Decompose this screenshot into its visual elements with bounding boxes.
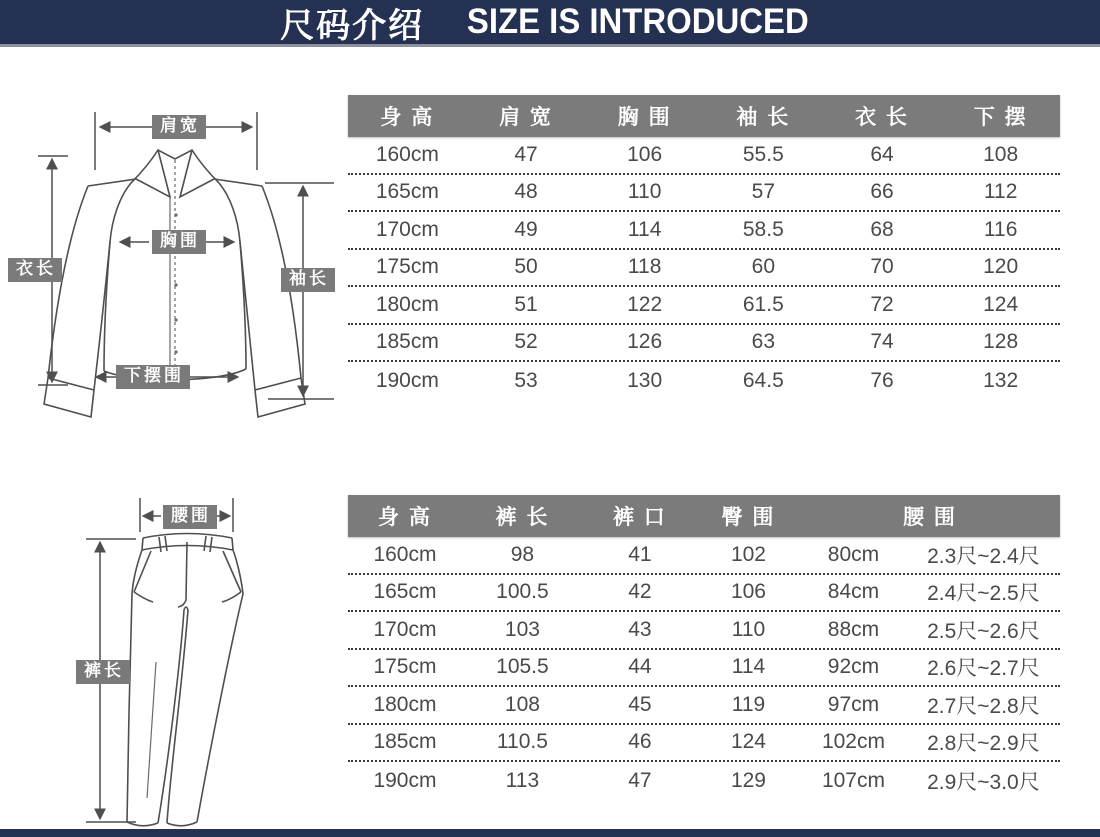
table-row [348,537,1060,575]
table-cell: 175cm [375,255,439,279]
table-row [348,250,1060,288]
table-cell: 2.5尺~2.6尺 [927,619,1040,643]
table-cell: 66 [870,180,894,204]
table-cell: 175cm [373,655,437,679]
pants-measurement-diagram [0,492,350,837]
table-cell: 126 [627,330,663,354]
table-cell: 106 [627,142,663,166]
table-cell: 64 [870,142,894,166]
table-cell: 190cm [373,768,437,792]
table-cell: 100.5 [496,580,549,604]
table-cell: 97cm [827,692,880,716]
table-cell: 80cm [827,542,880,566]
column-header: 裤 口 [612,506,667,529]
table-cell: 165cm [373,580,437,604]
table-cell: 48 [514,180,538,204]
table-header-row [348,95,1060,137]
table-cell: 124 [730,730,766,754]
shirt-measurement-diagram [0,90,350,425]
table-cell: 160cm [375,142,439,166]
banner-title-en: SIZE IS INTRODUCED [467,2,809,41]
table-cell: 122 [627,292,663,316]
table-cell: 46 [628,730,652,754]
table-cell: 72 [870,292,894,316]
hem-label: 下摆围 [116,365,190,389]
table-cell: 2.3尺~2.4尺 [927,544,1040,568]
table-cell: 160cm [373,542,437,566]
table-cell: 64.5 [742,368,784,392]
table-cell: 180cm [375,292,439,316]
column-header: 裤 长 [495,506,550,529]
table-cell: 50 [514,255,538,279]
shirt-size-table [348,95,1060,400]
garment-length-label: 衣长 [8,258,62,282]
column-header: 腰 围 [903,506,957,529]
table-cell: 190cm [375,368,439,392]
waist-label: 腰围 [163,505,217,529]
table-cell: 98 [510,542,535,566]
table-cell: 88cm [827,617,880,641]
table-cell: 110.5 [496,730,548,754]
table-cell: 116 [983,217,1018,241]
table-cell: 118 [627,255,662,279]
table-cell: 110 [627,180,662,204]
table-cell: 132 [983,368,1019,392]
table-row [348,362,1060,400]
table-cell: 49 [514,217,538,241]
table-cell: 58.5 [742,217,784,241]
table-cell: 42 [628,580,652,604]
table-row [348,287,1060,325]
table-cell: 61.5 [742,292,784,316]
table-cell: 103 [504,617,540,641]
table-cell: 2.9尺~3.0尺 [927,770,1040,794]
table-row [348,325,1060,363]
table-cell: 68 [870,217,894,241]
table-cell: 74 [870,330,894,354]
table-cell: 128 [983,330,1019,354]
table-cell: 102cm [821,730,885,754]
table-cell: 47 [514,142,538,166]
table-cell: 113 [505,768,540,792]
table-cell: 53 [514,368,538,392]
table-cell: 114 [731,655,766,679]
table-cell: 45 [628,692,652,716]
column-header: 身 高 [380,106,435,129]
table-cell: 110 [731,617,766,641]
table-cell: 60 [751,255,775,279]
table-cell: 108 [504,692,540,716]
pants-line-drawing [0,492,350,837]
table-cell: 70 [870,255,894,279]
table-cell: 51 [514,292,538,316]
table-cell: 114 [627,217,662,241]
table-cell: 124 [983,292,1019,316]
banner [0,0,1100,47]
pants-size-table [348,495,1060,800]
table-cell: 130 [627,368,663,392]
table-row [348,762,1060,800]
table-cell: 120 [983,255,1019,279]
table-cell: 119 [731,692,766,716]
table-row [348,175,1060,213]
banner-title-zh: 尺码介绍 [280,6,425,45]
column-header: 衣 长 [855,106,909,129]
table-cell: 92cm [827,655,880,679]
table-cell: 47 [628,768,652,792]
table-cell: 2.8尺~2.9尺 [927,732,1040,756]
table-cell: 2.4尺~2.5尺 [927,582,1040,606]
table-row [348,612,1060,650]
table-cell: 165cm [375,180,439,204]
table-cell: 108 [983,142,1019,166]
table-cell: 185cm [373,730,437,754]
table-row [348,575,1060,613]
bottom-bar [0,829,1100,837]
table-cell: 55.5 [742,142,784,166]
table-row [348,212,1060,250]
column-header: 臀 围 [721,506,776,529]
pants-length-label: 裤长 [76,660,130,684]
table-cell: 107cm [821,768,885,792]
column-header: 肩 宽 [499,106,553,129]
table-cell: 63 [751,330,775,354]
table-row [348,687,1060,725]
table-cell: 44 [628,655,652,679]
sleeve-length-label: 袖长 [281,268,335,292]
shoulder-width-label: 肩宽 [152,115,206,139]
table-cell: 2.6尺~2.7尺 [927,657,1040,681]
table-cell: 129 [730,768,766,792]
table-cell: 112 [983,180,1018,204]
table-cell: 170cm [375,217,439,241]
table-cell: 185cm [375,330,439,354]
table-cell: 102 [730,542,766,566]
table-row [348,725,1060,763]
table-cell: 84cm [827,580,880,604]
table-row [348,650,1060,688]
table-cell: 170cm [373,617,437,641]
table-header-row [348,495,1060,537]
table-cell: 2.7尺~2.8尺 [927,694,1040,718]
table-cell: 105.5 [496,655,549,679]
column-header: 袖 长 [736,106,791,129]
column-header: 胸 围 [617,106,672,129]
chest-label: 胸围 [152,230,206,254]
table-row [348,137,1060,175]
table-cell: 43 [628,617,652,641]
column-header: 下 摆 [973,106,1028,129]
column-header: 身 高 [378,506,432,529]
table-cell: 57 [751,180,775,204]
table-cell: 41 [628,542,652,566]
table-cell: 180cm [373,692,437,716]
table-cell: 52 [514,330,538,354]
table-cell: 106 [730,580,766,604]
table-cell: 76 [870,368,894,392]
